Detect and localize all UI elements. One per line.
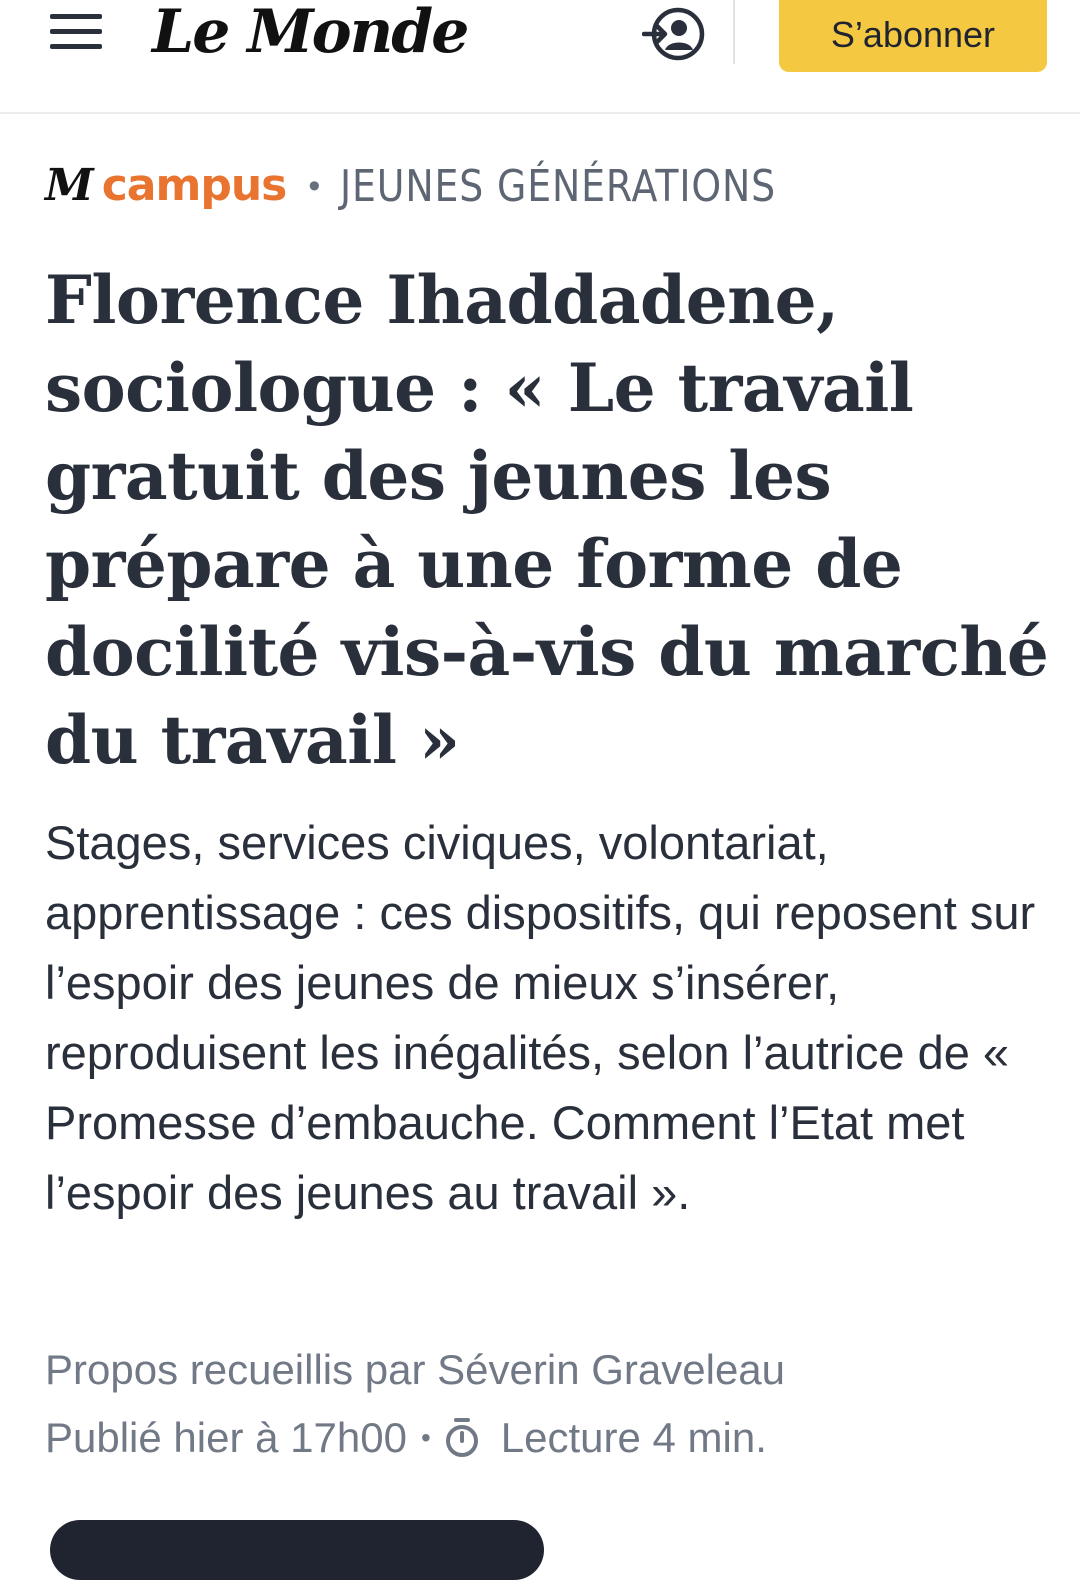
login-user-icon[interactable] (642, 6, 706, 62)
login-icon-graphic (642, 6, 706, 62)
le-monde-logo[interactable]: Le Monde (152, 0, 468, 67)
article-kicker (45, 158, 847, 214)
menu-bar (50, 44, 102, 49)
kicker-separator: • (308, 166, 321, 205)
article-meta (45, 1406, 767, 1470)
bottom-action-bar[interactable] (50, 1520, 544, 1580)
le-monde-m-logo: M (45, 160, 94, 211)
section-link[interactable]: JEUNES GÉNÉRATIONS (340, 160, 777, 212)
header-divider (733, 0, 735, 64)
hamburger-menu-icon[interactable] (50, 10, 104, 54)
stopwatch-icon (443, 1417, 481, 1459)
published-date: Publié hier à 17h00 (45, 1414, 407, 1461)
reading-time: Lecture 4 min. (500, 1414, 767, 1461)
menu-bar (50, 29, 102, 34)
article-lead: Stages, services civiques, volontariat, apprentissage : ces dispositifs, qui reposent sur l’espoir des jeunes de mieux s’insérer, reproduisent les inégalités, selon l’autrice de « Promesse d’embauche. Comment l’Etat met l’espoir des jeunes au travail ». (45, 816, 1036, 1219)
article-title: Florence Ihaddadene, sociologue : « Le travail gratuit des jeunes les prépare à une forme de docilité vis-à-vis du marché du travail » (45, 261, 1049, 779)
menu-bar (50, 14, 102, 19)
article-byline: Propos recueillis par Séverin Graveleau (45, 1346, 786, 1393)
subscribe-button[interactable]: S’abonner (779, 0, 1047, 72)
top-header (0, 0, 1080, 114)
meta-separator: • (420, 1422, 431, 1453)
campus-brand-link[interactable]: campus (101, 160, 287, 211)
